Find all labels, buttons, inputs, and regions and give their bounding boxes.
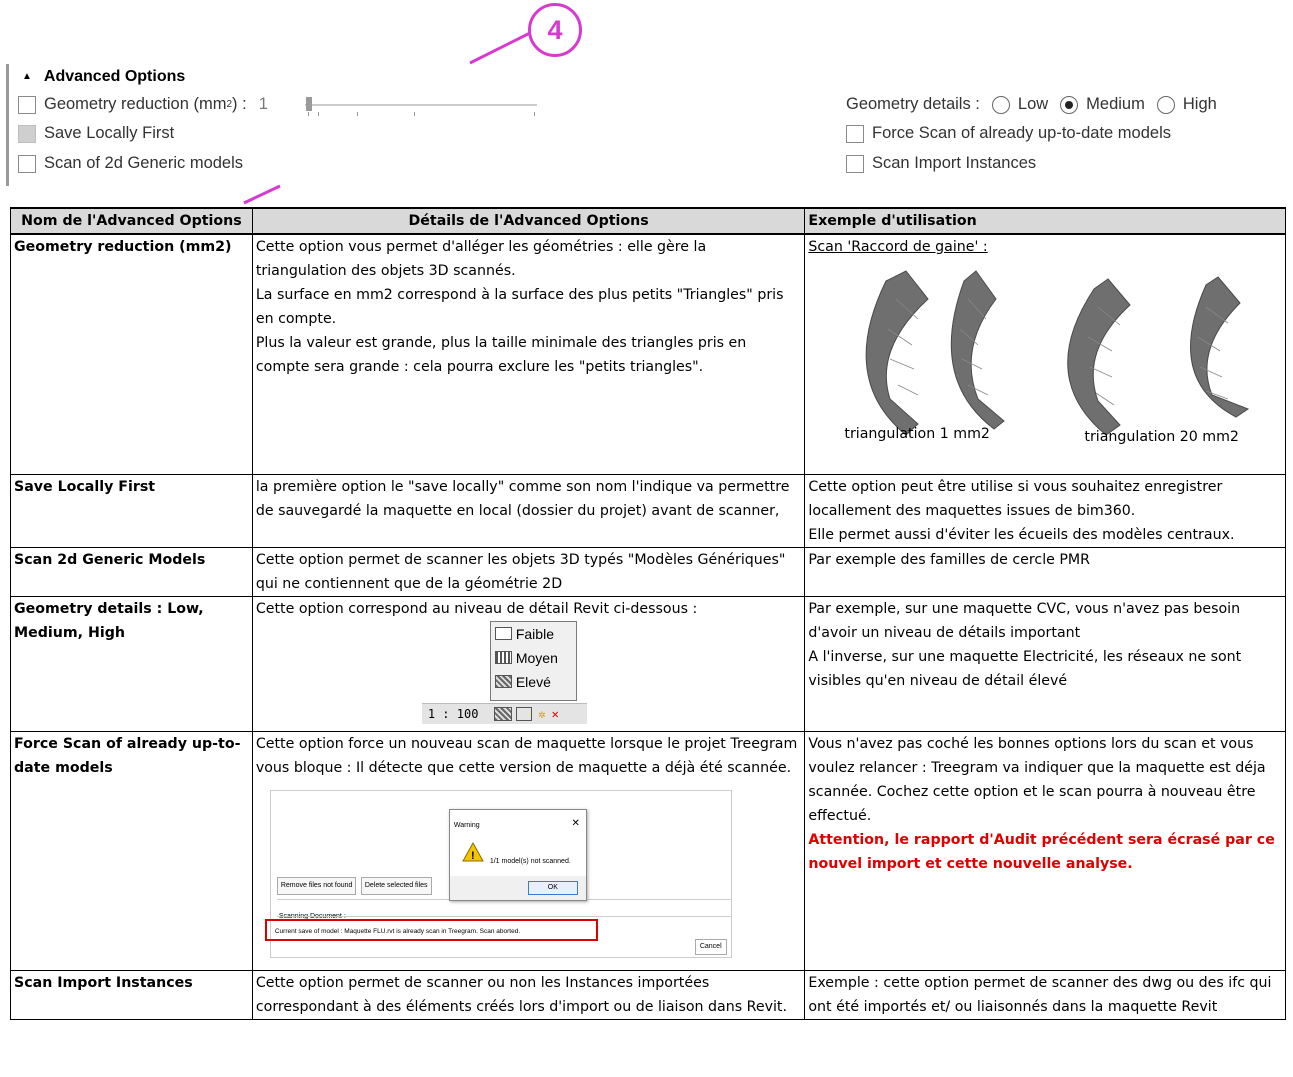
geometry-reduction-option bbox=[18, 95, 268, 114]
slider-track bbox=[305, 104, 537, 106]
revit-view-control-bar bbox=[422, 703, 587, 724]
advanced-options-header[interactable] bbox=[22, 68, 185, 86]
row-name: Geometry reduction (mm2) bbox=[11, 234, 253, 474]
callout-line-bottom bbox=[244, 186, 280, 203]
row-name: Scan 2d Generic Models bbox=[11, 547, 253, 596]
scan-import-checkbox[interactable] bbox=[846, 155, 864, 173]
row-details bbox=[252, 596, 805, 731]
radio-medium-label: Medium bbox=[1086, 95, 1145, 113]
example-line: Vous n'avez pas coché les bonnes options lors du scan et vous voulez relancer : Treegram va indiquer que la maquette est déja scannée. Cochez cette option et le scan pourra à nouveau être effectué. bbox=[808, 735, 1266, 824]
table-row bbox=[11, 474, 1286, 547]
header-name: Nom de l'Advanced Options bbox=[11, 208, 253, 234]
dialog-footer bbox=[450, 876, 586, 900]
example-line: Elle permet aussi d'éviter les écueils des modèles centraux. bbox=[808, 526, 1235, 543]
geometry-reduction-checkbox[interactable] bbox=[18, 96, 36, 114]
row-details bbox=[252, 234, 805, 474]
detail-line: Cette option force un nouveau scan de maquette lorsque le projet Treegram vous bloque : Il détecte que cette version de maquette a déjà été scannée. bbox=[255, 735, 798, 776]
table-row bbox=[11, 970, 1286, 1019]
row-name: Scan Import Instances bbox=[11, 970, 253, 1019]
sun-path-icon: ✲ bbox=[538, 706, 546, 721]
warning-screenshot bbox=[256, 780, 802, 970]
caption-20mm2: triangulation 20 mm2 bbox=[1084, 429, 1239, 445]
table-row bbox=[11, 547, 1286, 596]
detail-line: Plus la valeur est grande, plus la taille minimale des triangles pris en compte sera grande : cela pourra exclure les "petits triangles". bbox=[255, 335, 747, 375]
geometry-details-label: Geometry details : bbox=[846, 95, 980, 113]
row-example bbox=[805, 596, 1286, 731]
menu-item-eleve bbox=[491, 670, 576, 694]
slider-thumb[interactable] bbox=[306, 97, 312, 111]
scan-import-label: Scan Import Instances bbox=[872, 154, 1037, 172]
fine-icon bbox=[495, 675, 512, 688]
menu-item-label: Elevé bbox=[515, 673, 551, 690]
menu-item-label: Faible bbox=[515, 625, 554, 642]
menu-item-moyen bbox=[491, 646, 576, 670]
save-locally-checkbox[interactable] bbox=[18, 125, 36, 143]
dialog-message: 1/1 model(s) not scanned. bbox=[489, 857, 571, 865]
geometry-reduction-label: Geometry reduction (mm bbox=[44, 95, 227, 113]
visual-style-icon bbox=[516, 707, 532, 721]
row-details: Cette option permet de scanner les objets 3D typés "Modèles Génériques" qui ne contiennent que de la géométrie 2D bbox=[252, 547, 805, 596]
dialog-title: Warning bbox=[453, 821, 480, 829]
table-row bbox=[11, 234, 1286, 474]
geometry-details-option bbox=[846, 95, 1217, 114]
force-scan-label: Force Scan of already up-to-date models bbox=[872, 124, 1171, 142]
delete-files-button: Delete selected files bbox=[361, 877, 432, 895]
slider-tick bbox=[357, 112, 358, 116]
svg-text:!: ! bbox=[470, 849, 475, 862]
detail-line: La surface en mm2 correspond à la surface des plus petits "Triangles" pris en compte. bbox=[255, 287, 784, 327]
table-row bbox=[11, 596, 1286, 731]
geometry-reduction-sup: 2 bbox=[226, 99, 233, 110]
row-details bbox=[252, 731, 805, 970]
menu-item-label: Moyen bbox=[515, 649, 558, 666]
options-table bbox=[10, 207, 1286, 1020]
example-line: A l'inverse, sur une maquette Electricité, les réseaux ne sont visibles qu'en niveau de détail élevé bbox=[808, 648, 1242, 689]
geometry-reduction-slider[interactable] bbox=[305, 95, 540, 125]
warning-icon bbox=[462, 842, 484, 862]
header-example: Exemple d'utilisation bbox=[805, 208, 1286, 234]
scan-aborted-message: Current save of model : Maquette FLU.rvt is already scan in Treegram. Scan aborted. bbox=[265, 919, 598, 941]
slider-tick bbox=[318, 112, 319, 116]
dialog-body bbox=[450, 832, 586, 876]
radio-low-label: Low bbox=[1017, 95, 1049, 113]
row-example: Exemple : cette option permet de scanner des dwg ou des ifc qui ont été importés et/ ou liaisonnés dans la maquette Revit bbox=[805, 970, 1286, 1019]
table-header-row bbox=[11, 208, 1286, 234]
detail-line: Cette option vous permet d'alléger les géométries : elle gère la triangulation des objets 3D scannés. bbox=[255, 239, 707, 279]
medium-icon bbox=[495, 651, 512, 664]
row-name: Geometry details : Low, Medium, High bbox=[11, 596, 253, 731]
close-icon: ✕ bbox=[571, 817, 580, 829]
detail-level-icon bbox=[494, 707, 512, 721]
row-example bbox=[805, 234, 1286, 474]
force-scan-checkbox[interactable] bbox=[846, 125, 864, 143]
radio-medium[interactable] bbox=[1060, 96, 1078, 114]
scan-2d-option bbox=[18, 154, 243, 173]
detail-line: Cette option correspond au niveau de détail Revit ci-dessous : bbox=[255, 600, 698, 617]
radio-high-label: High bbox=[1182, 95, 1217, 113]
scan-window bbox=[270, 790, 732, 958]
slider-tick bbox=[308, 112, 309, 116]
save-locally-option bbox=[18, 124, 174, 143]
scan-import-option bbox=[846, 154, 1036, 173]
scan-2d-label: Scan of 2d Generic models bbox=[44, 154, 244, 172]
example-title: Scan 'Raccord de gaine' : bbox=[808, 239, 988, 255]
slider-tick bbox=[414, 112, 415, 116]
coarse-icon bbox=[495, 627, 512, 640]
revit-detail-menu-image bbox=[256, 621, 802, 731]
row-example bbox=[805, 731, 1286, 970]
divider bbox=[277, 916, 731, 917]
example-line: Cette option peut être utilise si vous souhaitez enregistrer locallement des maquettes issues de bim360. bbox=[808, 478, 1223, 519]
callout-number-badge: 4 bbox=[528, 3, 582, 57]
row-name: Force Scan of already up-to-date models bbox=[11, 731, 253, 970]
advanced-options-title: Advanced Options bbox=[43, 68, 186, 85]
radio-high[interactable] bbox=[1157, 96, 1175, 114]
force-scan-option bbox=[846, 124, 1171, 143]
advanced-options-panel bbox=[0, 0, 1293, 200]
triangulation-figure bbox=[808, 259, 1282, 469]
caption-1mm2: triangulation 1 mm2 bbox=[844, 426, 990, 442]
save-locally-label: Save Locally First bbox=[44, 124, 175, 142]
row-name: Save Locally First bbox=[11, 474, 253, 547]
panel-left-bar bbox=[6, 64, 9, 186]
table-row bbox=[11, 731, 1286, 970]
geometry-reduction-value: 1 bbox=[258, 95, 268, 113]
warning-text: Attention, le rapport d'Audit précédent sera écrasé par ce nouvel import et cette nouvelle analyse. bbox=[808, 831, 1275, 872]
collapse-triangle-icon: ▲ bbox=[22, 71, 32, 82]
row-details: Cette option permet de scanner ou non les Instances importées correspondant à des éléments créés lors d'import ou de liaison dans Revit. bbox=[252, 970, 805, 1019]
scale-label: 1 : 100 bbox=[427, 706, 479, 721]
detail-level-menu bbox=[490, 621, 577, 701]
remove-files-button: Remove files not found bbox=[277, 877, 357, 895]
row-details: la première option le "save locally" comme son nom l'indique va permettre de sauvegardé la maquette en local (dossier du projet) avant de scanner, bbox=[252, 474, 805, 547]
row-example bbox=[805, 474, 1286, 547]
menu-item-faible bbox=[491, 622, 576, 646]
radio-low[interactable] bbox=[992, 96, 1010, 114]
callout-line-top bbox=[470, 33, 530, 63]
shadows-icon: ✕ bbox=[551, 706, 559, 721]
header-details: Détails de l'Advanced Options bbox=[252, 208, 805, 234]
cancel-button: Cancel bbox=[695, 939, 727, 955]
example-line: Par exemple, sur une maquette CVC, vous n'avez pas besoin d'avoir un niveau de détails important bbox=[808, 600, 1241, 641]
slider-tick bbox=[534, 112, 535, 116]
ok-button: OK bbox=[528, 881, 578, 895]
row-example: Par exemple des familles de cercle PMR bbox=[805, 547, 1286, 596]
scan-2d-checkbox[interactable] bbox=[18, 155, 36, 173]
geometry-reduction-suffix: ) : bbox=[232, 95, 247, 113]
warning-dialog bbox=[449, 809, 587, 901]
